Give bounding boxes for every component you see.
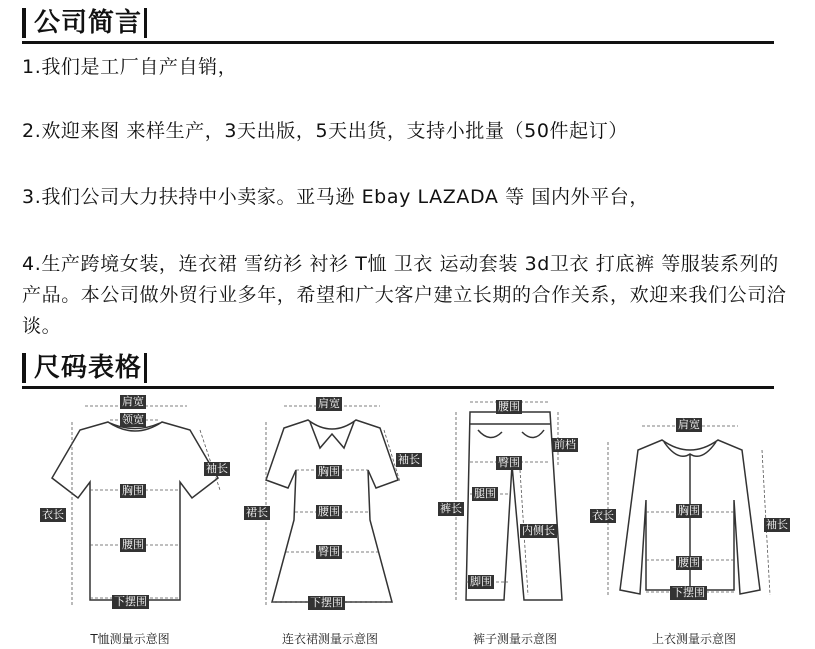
label-shoulder: 肩宽 [678,418,700,431]
section-header-size [22,349,774,389]
caption-shirt: 上衣测量示意图 [651,632,736,646]
paragraph-3: 3.我们公司大力扶持中小卖家。亚马逊 Ebay LAZADA 等 国内外平台， [22,186,649,208]
section-header-company [22,4,774,44]
label-hip: 臀围 [318,545,340,558]
caption-tshirt: T恤测量示意图 [90,632,170,646]
label-waist: 腰围 [318,505,340,518]
paragraph-2: 2.欢迎来图 来样生产，3天出版，5天出货，支持小批量（50件起订） [22,120,628,142]
label-inseam: 内侧长 [522,524,555,537]
dress-diagram [240,390,430,640]
label-length: 衣长 [42,508,64,521]
label-hem: 下摆围 [310,596,343,609]
paragraph-4: 4.生产跨境女装，连衣裙 雪纺衫 衬衫 T恤 卫衣 运动套装 3d卫衣 打底裤 等服装系列的产品。本公司做外贸行业多年，希望和广大客户建立长期的合作关系，欢迎来我们公司洽谈。 [22,253,787,337]
label-shoulder: 肩宽 [122,395,144,408]
label-hem: 下摆围 [114,595,147,608]
label-sleeve: 袖长 [206,462,228,475]
label-hip: 臀围 [498,456,520,469]
header-bar-left [22,8,26,38]
label-length: 衣长 [592,509,614,522]
caption-pants: 裤子测量示意图 [472,632,557,646]
label-sleeve: 袖长 [398,453,420,466]
label-collar: 领宽 [122,413,144,426]
label-waist: 腰围 [122,538,144,551]
header-bar-right [144,8,147,38]
label-thigh: 腿围 [474,487,496,500]
section-title: 公司简言 [34,8,143,38]
label-length: 裙长 [246,506,268,519]
header-rule [22,386,774,389]
header-bar-left [22,353,26,383]
tshirt-diagram [40,390,230,640]
label-front-rise: 前档 [554,438,576,451]
label-chest: 胸围 [122,484,144,497]
label-sleeve: 袖长 [766,518,788,531]
section-title: 尺码表格 [34,353,143,383]
caption-dress: 连衣裙测量示意图 [281,632,378,646]
label-length: 裤长 [440,502,462,515]
label-waist: 腰围 [498,400,520,413]
shirt-diagram [590,390,788,640]
paragraph-1: 1.我们是工厂自产自销， [22,56,238,78]
header-rule [22,41,774,44]
header-bar-right [144,353,147,383]
label-chest: 胸围 [318,465,340,478]
label-chest: 胸围 [678,504,700,517]
label-hem: 下摆围 [672,586,705,599]
label-shoulder: 肩宽 [318,397,340,410]
label-leg-opening: 脚围 [470,575,492,588]
label-waist: 腰围 [678,556,700,569]
